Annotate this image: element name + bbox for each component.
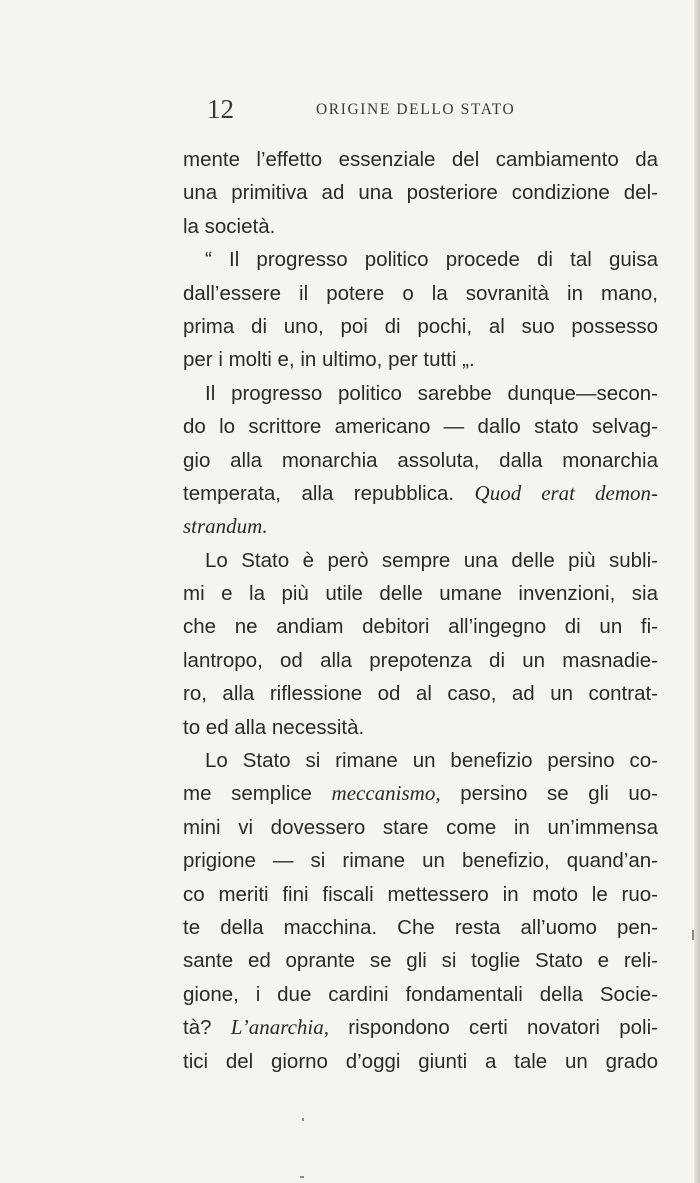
body-text: [183, 143, 658, 1078]
running-head: [183, 94, 663, 126]
text-line: Lo Stato è però sempre una delle più subli-: [205, 548, 658, 572]
text-line: dall’essere il potere o la sovranità in mano,: [183, 281, 658, 305]
italic-latin-phrase: strandum.: [183, 514, 268, 539]
italic-latin-phrase: Quod erat demon-: [474, 480, 658, 505]
italic-term: meccanismo,: [331, 781, 441, 806]
text-line: mente l’effetto essenziale del cambiamento da: [183, 148, 658, 171]
running-title: ORIGINE DELLO STATO: [316, 101, 516, 118]
text-line: gio alla monarchia assoluta, dalla monarchia: [183, 448, 658, 472]
text-line: co meriti fini fiscali mettessero in moto le ruo-: [183, 882, 658, 906]
text-line: [183, 510, 658, 543]
text-line: una primitiva ad una posteriore condizione del-: [183, 181, 658, 205]
text-line: prima di uno, poi di pochi, al suo possesso: [183, 314, 658, 338]
text-line: prigione — si rimane un benefizio, quand’an-: [183, 849, 658, 873]
text-line: che ne andiam debitori all’ingegno di un fi-: [183, 615, 658, 639]
text-line: do lo scrittore americano — dallo stato selvag-: [183, 415, 658, 439]
paper-speck: [302, 1118, 304, 1121]
text-line: lantropo, od alla prepotenza di un masnadie-: [183, 648, 658, 672]
text-line: mini vi dovessero stare come in un’immensa: [183, 815, 658, 839]
text-line: mi e la più utile delle umane invenzioni, sia: [183, 582, 658, 606]
text-line: la società.: [183, 214, 276, 238]
italic-term: L’anarchia,: [230, 1015, 329, 1040]
text-line: ro, alla riflessione od al caso, ad un contrat-: [183, 682, 658, 706]
page-number: 12: [207, 94, 234, 124]
text-line: Lo Stato si rimane un benefizio persino co-: [205, 749, 658, 773]
text-line: temperata, alla repubblica. Quod erat demon-: [183, 480, 658, 505]
text-line: te della macchina. Che resta all’uomo pen-: [183, 915, 658, 939]
paper-speck: [300, 1176, 304, 1178]
text-line: “ Il progresso politico procede di tal guisa: [205, 248, 658, 272]
text-line: me semplice meccanismo, persino se gli uo-: [183, 781, 658, 806]
text-line: per i molti e, in ultimo, per tutti „.: [183, 348, 475, 372]
text-line: sante ed oprante se gli si toglie Stato e reli-: [183, 949, 658, 973]
text-line: gione, i due cardini fondamentali della Socie-: [183, 982, 658, 1006]
page-edge: [694, 0, 700, 1183]
paper-speck: [692, 930, 694, 940]
text-line: tà? L’anarchia, rispondono certi novatori poli-: [183, 1015, 658, 1040]
text-line: Il progresso politico sarebbe dunque—secon-: [205, 381, 658, 405]
text-line: tici del giorno d’oggi giunti a tale un grado: [183, 1049, 658, 1073]
text-line: to ed alla necessità.: [183, 715, 365, 739]
